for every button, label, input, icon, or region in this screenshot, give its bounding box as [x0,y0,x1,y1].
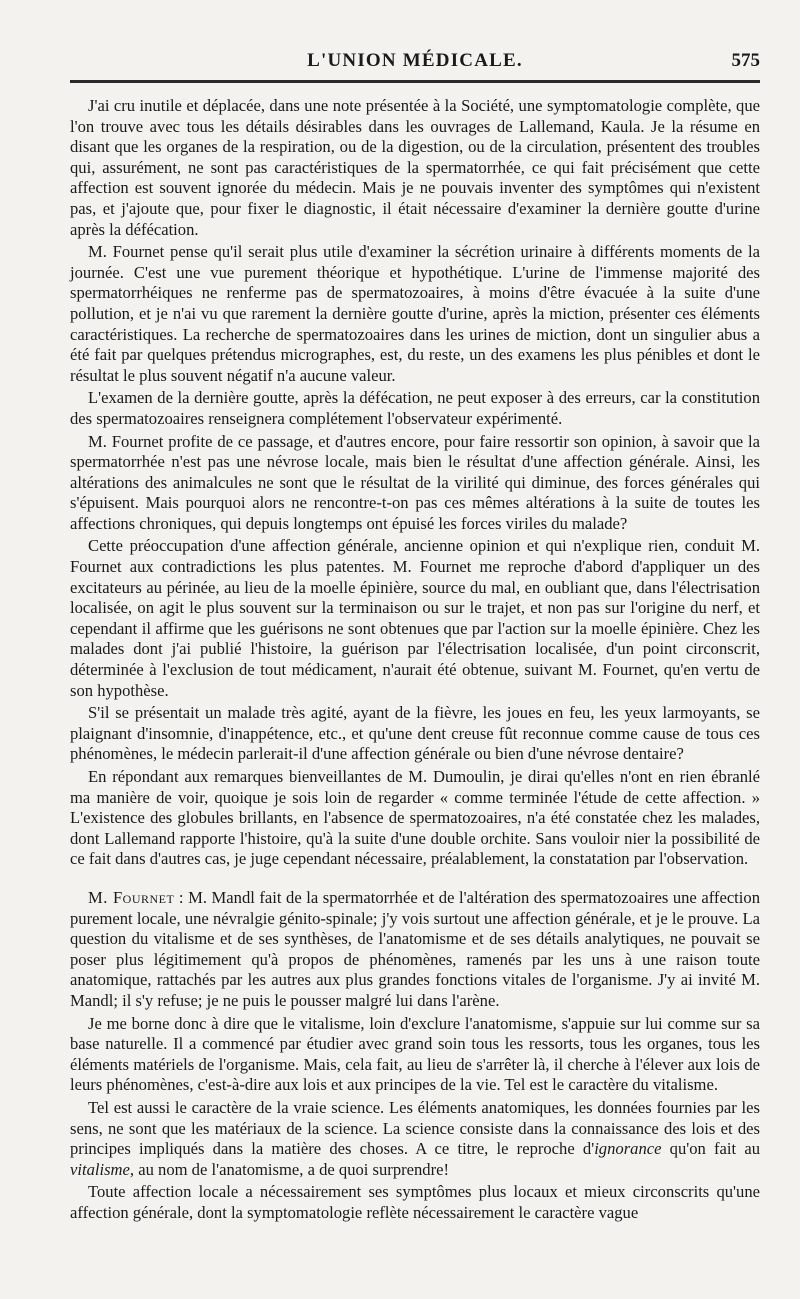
paragraph: Toute affection locale a nécessairement ses symptômes plus locaux et mieux circonscrits qu'une affection générale, dont la symptomatologie reflète nécessairement le caractère vague [70,1182,760,1222]
italic-term: ignorance [594,1139,662,1159]
italic-term: vitalisme [70,1159,130,1179]
paragraph: Cette préoccupation d'une affection générale, ancienne opinion et qui n'explique rien, conduit M. Fournet aux contradictions les plus patentes. M. Fournet me reproche d'abord d'appliquer un des excitateurs au périnée, au lieu de la moelle épinière, source du mal, en oubliant que, dans l'électrisation localisée, on agit le plus souvent sur la terminaison ou sur le trajet, et non pas sur l'origine du nerf, et cependant il affirme que les guérisons ne sont obtenues que par l'action sur la moelle épinière. Chez les malades dont j'ai publié l'histoire, la guérison par l'électrisation localisée, d'un point circonscrit, déterminée à l'exclusion de tout médicament, n'aurait été obtenue, suivant M. Fournet, qu'en vertu de son hypothèse. [70,536,760,700]
paragraph: L'examen de la dernière goutte, après la défécation, ne peut exposer à des erreurs, car la constitution des spermatozoaires renseignera complétement l'observateur expérimenté. [70,388,760,428]
paragraph: M. Fournet pense qu'il serait plus utile d'examiner la sécrétion urinaire à différents moments de la journée. C'est une vue purement théorique et hypothétique. L'urine de l'immense majorité des spermatorrhéiques ne renferme pas de spermatozoaires, à moins d'être évacuée à la suite d'une pollution, et je n'ai vu que rarement la dernière goutte d'urine, après la miction, présenter ces éléments caractéristiques. La recherche de spermatozoaires dans les urines de miction, dont un singulier abus a été fait par quelques prétendus micrographes, est, du reste, un des examens les plus pénibles et dont le résultat le plus souvent négatif n'a aucune valeur. [70,242,760,385]
paragraph-text: , au nom de l'anatomisme, a de quoi surprendre! [129,1159,450,1179]
paragraph: S'il se présentait un malade très agité, ayant de la fièvre, les joues en feu, les yeux larmoyants, se plaignant d'insomnie, d'inappétence, etc., et qu'une dent creuse fût reconnue comme cause de tous ces phénomènes, le médecin parlerait-il d'une affection générale ou bien d'une névrose dentaire? [70,703,760,764]
speaker-text: : M. Mandl fait de la spermatorrhée et de l'altération des spermatozoaires une affection purement locale, une névralgie génito-spinale; j'y vois surtout une affection générale, et je le prouve. La question du vitalisme et de ses synthèses, de l'anatomisme et de ses détails analytiques, ne pouvait se poser plus légitimement qu'à propos de phénomènes, ramenés par les uns à une raison toute anatomique, rattachés par les autres aux plus grandes fonctions vitales de l'organisme. J'y ai invité M. Mandl; il s'y refuse; je ne puis le pousser malgré lui dans l'arène. [70,887,760,1010]
paragraph-text: qu'on fait au [661,1139,760,1159]
header-rule [70,80,760,83]
paragraph: Je me borne donc à dire que le vitalisme, loin d'exclure l'anatomisme, s'appuie sur lui comme sur sa base naturelle. Il a commencé par étudier avec grand soin tous les ressorts, tous les organes, tous les éléments matériels de l'organisme. Mais, cela fait, au lieu de s'arrêter là, il cherche à l'élever aux lois de leurs phénomènes, c'est-à-dire aux lois et aux principes de la vie. Tel est le caractère du vitalisme. [70,1013,760,1095]
paragraph [70,1098,760,1180]
speaker-name: M. Fournet [88,887,175,907]
paragraph-fournet [70,888,760,1012]
page-number: 575 [731,50,760,71]
journal-title: L'UNION MÉDICALE. [307,50,523,71]
running-header [70,44,760,80]
paragraph: J'ai cru inutile et déplacée, dans une note présentée à la Société, une symptomatologie complète, que l'on trouve avec tous les détails désirables dans les ouvrages de Lallemand, Kaula. Je la résume en disant que les organes de la respiration, ou de la digestion, ou de la circulation, présentent des troubles qui, assurément, ne sont pas caractéristiques de la spermatorrhée, ce qui fait précisément que cette affection est souvent ignorée du médecin. Mais je ne pouvais inventer des symptômes qui n'existent pas, et j'ajoute que, pour fixer le diagnostic, il était nécessaire d'examiner la dernière goutte d'urine après la défécation. [70,96,760,239]
paragraph: En répondant aux remarques bienveillantes de M. Dumoulin, je dirai qu'elles n'ont en rien ébranlé ma manière de voir, quoique je sois loin de regarder « comme terminée l'étude de cette affection. » L'existence des globules brillants, en l'absence de spermatozoaires, n'a été constatée chez les malades, dont Lallemand rapporte l'histoire, qu'à la suite d'une double orchite. Sans vouloir nier la possibilité de ce fait dans d'autres cas, je juge cependant nécessaire, préalablement, la constatation par l'observation. [70,767,760,869]
paragraph: M. Fournet profite de ce passage, et d'autres encore, pour faire ressortir son opinion, à savoir que la spermatorrhée n'est pas une névrose locale, mais bien le résultat d'une affection générale. Ainsi, les altérations des animalcules ne sont que le résultat de la virilité qui diminue, des forces générales qui s'épuisent. Mais pourquoi alors ne rencontre-t-on pas ces mêmes altérations à la suite de toutes les affections chroniques, qui depuis longtemps ont épuisé les forces viriles du malade? [70,431,760,533]
paragraph-text: Tel est aussi le caractère de la vraie science. Les éléments anatomiques, les données fournies par les sens, ne sont que les matériaux de la science. La science consiste dans la connaissance des lois et des principes impliqués dans la matière des choses. A ce titre, le reproche d' [70,1097,760,1159]
article-body [70,96,760,1223]
